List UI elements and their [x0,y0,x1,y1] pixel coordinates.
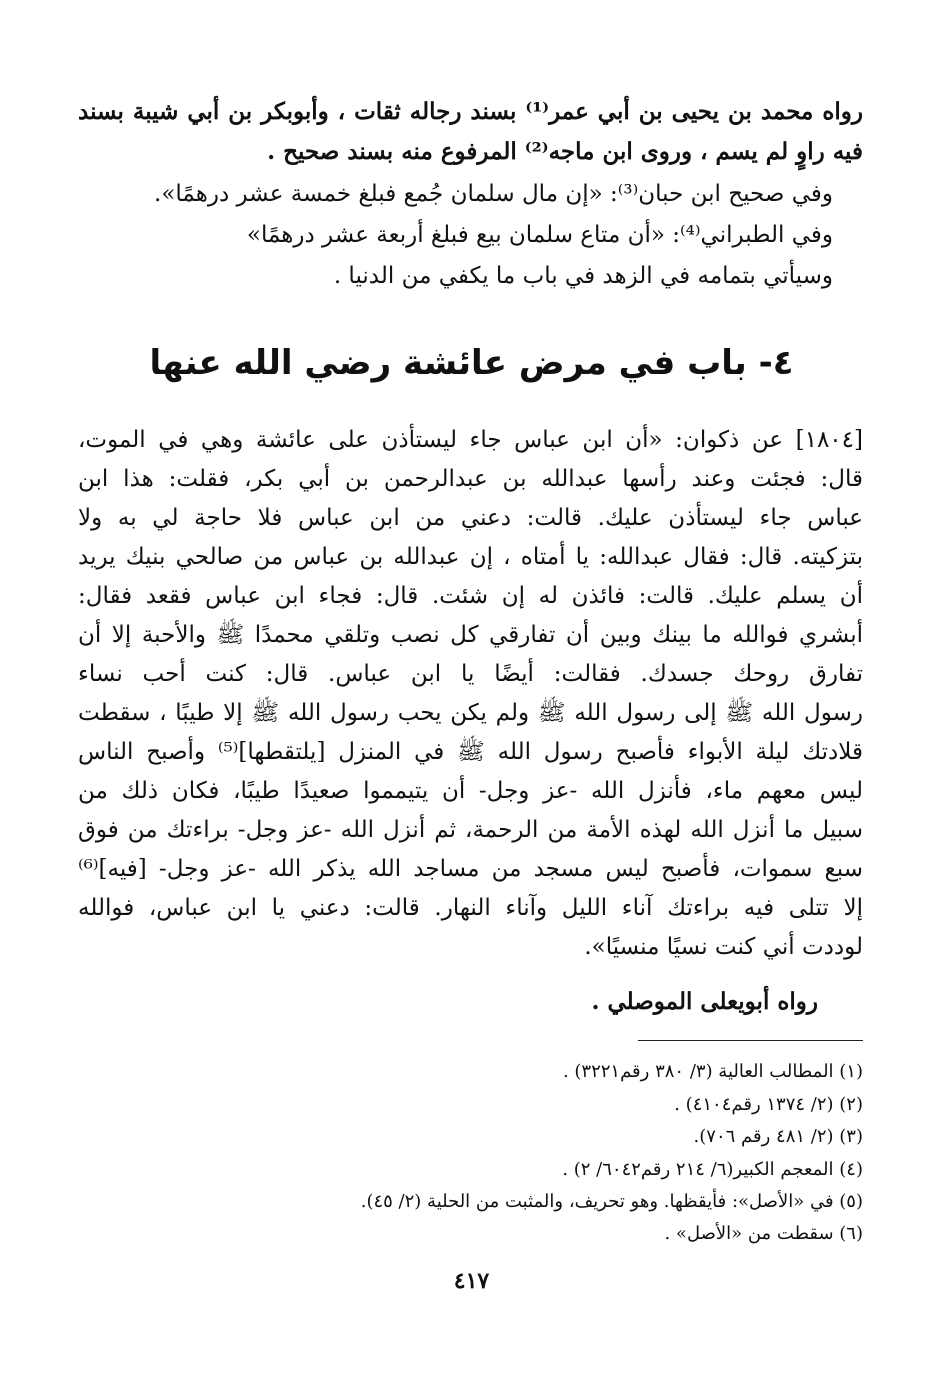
footnote: (٢) (٢/ ١٣٧٤ رقم٤١٠٤) . [674,1094,863,1115]
intro-line: وفي صحيح ابن حبان⁽³⁾: «إن مال سلمان جُمع فبلغ خمسة عشر درهمًا». [154,181,833,207]
footnote: (٦) سقطت من «الأصل» . [664,1223,863,1244]
footnote: (٣) (٢/ ٤٨١ رقم ٧٠٦). [693,1126,863,1147]
narration-line: رواه أبويعلى الموصلي . [591,988,818,1015]
hadith-line: أبشري فوالله ما بينك وبين أن تفارقي كل نصب وتلقي محمدًا ﷺ والأحبة إلا أن [78,622,863,648]
footnote: (١) المطالب العالية (٣/ ٣٨٠ رقم٣٢٢١) . [562,1061,863,1082]
intro-line: وسيأتي بتمامه في الزهد في باب ما يكفي من الدنيا . [333,263,833,289]
intro-line: فيه راوٍ لم يسم ، وروى ابن ماجه⁽²⁾ المرفوع منه بسند صحيح . [267,138,863,165]
hadith-line: رسول الله ﷺ إلى رسول الله ﷺ ولم يكن يحب رسول الله ﷺ إلا طيبًا ، سقطت [78,700,863,726]
hadith-line: ليس معهم ماء، فأنزل الله -عز وجل- أن يتيمموا صعيدًا طيبًا، فكان ذلك من [78,778,863,804]
intro-line: وفي الطبراني⁽⁴⁾: «أن متاع سلمان بيع فبلغ أربعة عشر درهمًا» [246,222,833,248]
hadith-line: تفارق روحك جسدك. فقالت: أيضًا يا ابن عباس. قال: كنت أحب نساء [78,661,863,687]
hadith-line: لوددت أني كنت نسيًا منسيًا». [584,934,863,960]
footnote-divider [638,1040,863,1041]
hadith-line: قال: فجئت وعند رأسها عبدالله بن عبدالرحمن بن أبي بكر، فقلت: هذا ابن [78,466,863,492]
hadith-line: [١٨٠٤] عن ذكوان: «أن ابن عباس جاء ليستأذن على عائشة وهي في الموت، [78,427,863,453]
footnote: (٤) المعجم الكبير(٦/ ٢١٤ رقم٦٠٤٢/ ٢) . [562,1159,863,1180]
hadith-line: عباس جاء ليستأذن عليك. قالت: دعني من ابن عباس فلا حاجة لي به ولا [78,505,863,531]
hadith-line: سبيل ما أنزل الله لهذه الأمة من الرحمة، ثم أنزل الله -عز وجل- براءتك من فوق [78,817,863,843]
hadith-line: إلا تتلى فيه براءتك آناء الليل وآناء النهار. قالت: دعني يا ابن عباس، فوالله [78,895,863,921]
footnote: (٥) في «الأصل»: فأيقظها. وهو تحريف، والمثبت من الحلية (٢/ ٤٥). [360,1191,863,1212]
hadith-line: سبع سموات، فأصبح ليس مسجد من مساجد الله يذكر الله -عز وجل- [فيه]⁽⁶⁾ [78,856,863,882]
intro-line: رواه محمد بن يحيى بن أبي عمر⁽¹⁾ بسند رجاله ثقات ، وأبوبكر بن أبي شيبة بسند [78,98,863,125]
chapter-heading: ٤- باب في مرض عائشة رضي الله عنها [149,343,794,383]
hadith-line: أن يسلم عليك. قالت: فائذن له إن شئت. قال: فجاء ابن عباس فقعد فقال: [78,583,863,609]
page-number: ٤١٧ [453,1268,490,1294]
hadith-line: قلادتك ليلة الأبواء فأصبح رسول الله ﷺ في المنزل [يلتقطها]⁽⁵⁾ وأصبح الناس [78,739,863,765]
hadith-line: بتزكيته. قال: فقال عبدالله: يا أمتاه ، إن عبدالله بن عباس من صالحي بنيك يريد [78,544,863,570]
